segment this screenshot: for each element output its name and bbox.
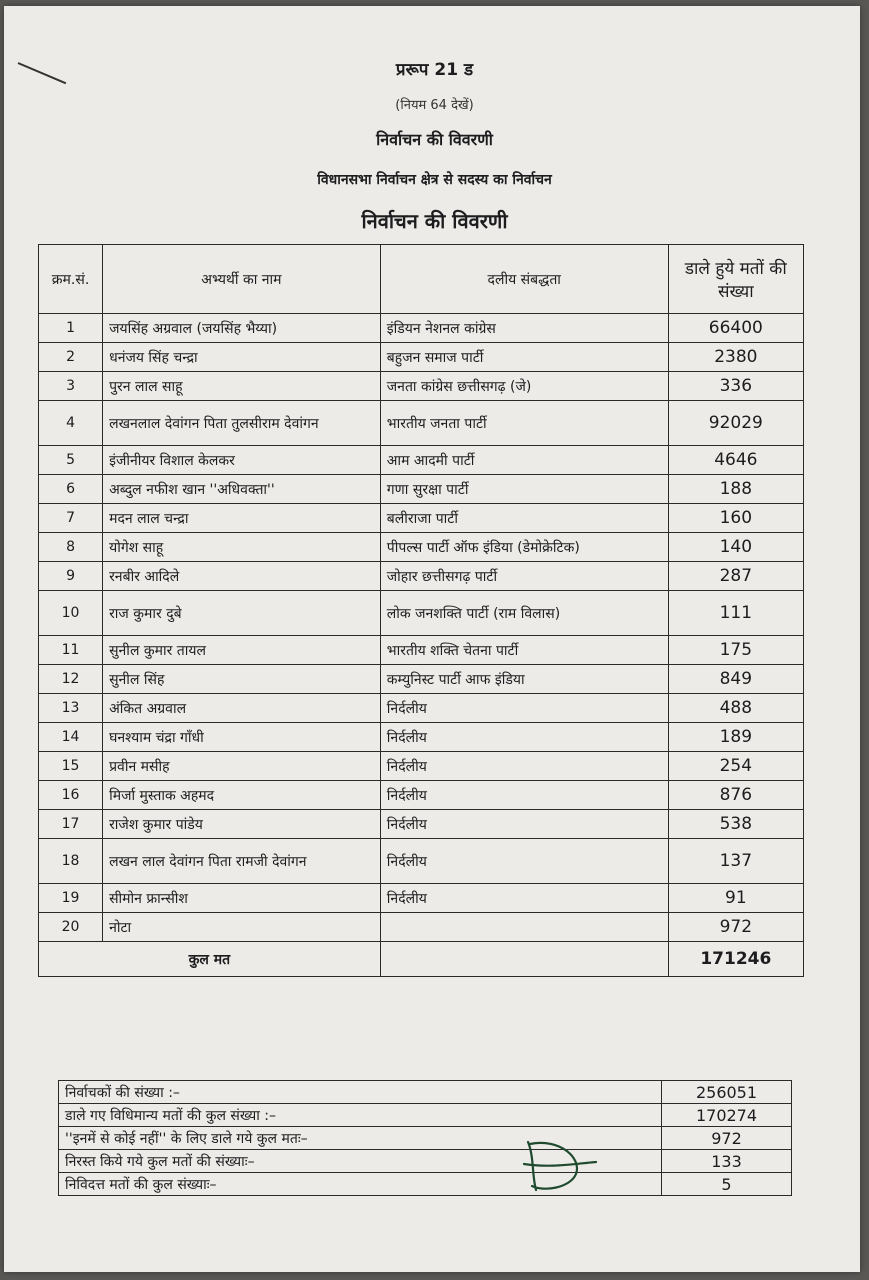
table-row [39,665,804,694]
total-votes: 171246 [668,942,803,977]
summary-table [58,1080,792,1196]
summary-value: 5 [662,1173,792,1196]
summary-value: 972 [662,1127,792,1150]
candidate-name-cell: योगेश साहू [103,533,381,562]
candidate-name-cell: लखनलाल देवांगन पिता तुलसीराम देवांगन [103,401,381,446]
party-cell: बलीराजा पार्टी [380,504,668,533]
candidate-name-cell: मिर्जा मुस्ताक अहमद [103,781,381,810]
candidate-name-cell: सीमोन फ्रान्सीश [103,884,381,913]
summary-value: 133 [662,1150,792,1173]
party-cell [380,913,668,942]
serial-cell: 12 [39,665,103,694]
votes-cell: 849 [668,665,803,694]
table-row [39,636,804,665]
party-cell: निर्दलीय [380,723,668,752]
column-header-party: दलीय संबद्धता [380,245,668,314]
candidate-name-cell: जयसिंह अग्रवाल (जयसिंह भैय्या) [103,314,381,343]
summary-label: डाले गए विधिमान्य मतों की कुल संख्या :– [59,1104,662,1127]
candidate-name-cell: मदन लाल चन्द्रा [103,504,381,533]
votes-cell: 287 [668,562,803,591]
party-cell: गणा सुरक्षा पार्टी [380,475,668,504]
summary-label: निविदत्त मतों की कुल संख्याः– [59,1173,662,1196]
votes-cell: 137 [668,839,803,884]
results-table [38,244,804,977]
candidate-name-cell: इंजीनीयर विशाल केलकर [103,446,381,475]
party-cell: आम आदमी पार्टी [380,446,668,475]
candidate-name-cell: अब्दुल नफीश खान ''अधिवक्ता'' [103,475,381,504]
total-row [39,942,804,977]
serial-cell: 3 [39,372,103,401]
serial-cell: 20 [39,913,103,942]
document-subtitle: विधानसभा निर्वाचन क्षेत्र से सदस्य का निर्वाचन [317,172,552,188]
votes-cell: 538 [668,810,803,839]
table-row [39,475,804,504]
candidate-name-cell: सुनील सिंह [103,665,381,694]
votes-cell: 254 [668,752,803,781]
serial-cell: 6 [39,475,103,504]
table-header-row [39,245,804,314]
serial-cell: 11 [39,636,103,665]
table-row [39,562,804,591]
summary-label: ''इनमें से कोई नहीं'' के लिए डाले गये कुल मतः– [59,1127,662,1150]
total-party-cell [380,942,668,977]
serial-cell: 18 [39,839,103,884]
candidate-name-cell: लखन लाल देवांगन पिता रामजी देवांगन [103,839,381,884]
votes-cell: 488 [668,694,803,723]
serial-cell: 14 [39,723,103,752]
serial-cell: 5 [39,446,103,475]
votes-cell: 92029 [668,401,803,446]
party-cell: निर्दलीय [380,884,668,913]
votes-cell: 876 [668,781,803,810]
summary-row [59,1127,792,1150]
table-row [39,504,804,533]
votes-cell: 175 [668,636,803,665]
table-row [39,723,804,752]
serial-cell: 15 [39,752,103,781]
serial-cell: 1 [39,314,103,343]
column-header-candidate: अभ्यर्थी का नाम [103,245,381,314]
table-row [39,884,804,913]
party-cell: निर्दलीय [380,810,668,839]
votes-cell: 91 [668,884,803,913]
party-cell: जनता कांग्रेस छत्तीसगढ़ (जे) [380,372,668,401]
serial-cell: 2 [39,343,103,372]
table-row [39,533,804,562]
table-row [39,752,804,781]
party-cell: निर्दलीय [380,694,668,723]
summary-row [59,1104,792,1127]
summary-value: 170274 [662,1104,792,1127]
party-cell: भारतीय जनता पार्टी [380,401,668,446]
serial-cell: 4 [39,401,103,446]
table-row [39,343,804,372]
total-label: कुल मत [39,942,381,977]
table-row [39,913,804,942]
table-row [39,839,804,884]
votes-cell: 160 [668,504,803,533]
party-cell: कम्युनिस्ट पार्टी आफ इंडिया [380,665,668,694]
summary-label: निरस्त किये गये कुल मतों की संख्याः– [59,1150,662,1173]
summary-label: निर्वाचकों की संख्या :– [59,1081,662,1104]
candidate-name-cell: रनबीर आदिले [103,562,381,591]
table-row [39,372,804,401]
votes-cell: 111 [668,591,803,636]
form-number: प्ररूप 21 ड [395,60,474,80]
votes-cell: 336 [668,372,803,401]
summary-row [59,1150,792,1173]
candidate-name-cell: प्रवीन मसीह [103,752,381,781]
serial-cell: 10 [39,591,103,636]
party-cell: भारतीय शक्ति चेतना पार्टी [380,636,668,665]
serial-cell: 8 [39,533,103,562]
summary-row [59,1173,792,1196]
table-row [39,781,804,810]
serial-cell: 13 [39,694,103,723]
summary-row [59,1081,792,1104]
votes-cell: 140 [668,533,803,562]
party-cell: लोक जनशक्ति पार्टी (राम विलास) [380,591,668,636]
signature-mark [520,1136,600,1196]
column-header-votes: डाले हुये मतों की संख्या [668,245,803,314]
votes-cell: 972 [668,913,803,942]
serial-cell: 7 [39,504,103,533]
candidate-name-cell: सुनील कुमार तायल [103,636,381,665]
candidate-name-cell: राजेश कुमार पांडेय [103,810,381,839]
candidate-name-cell: नोटा [103,913,381,942]
votes-cell: 2380 [668,343,803,372]
serial-cell: 16 [39,781,103,810]
party-cell: जोहार छत्तीसगढ़ पार्टी [380,562,668,591]
party-cell: इंडियन नेशनल कांग्रेस [380,314,668,343]
party-cell: पीपल्स पार्टी ऑफ इंडिया (डेमोक्रेटिक) [380,533,668,562]
rule-reference: (नियम 64 देखें) [395,98,474,113]
column-header-serial: क्रम.सं. [39,245,103,314]
votes-cell: 189 [668,723,803,752]
candidate-name-cell: घनश्याम चंद्रा गाँधी [103,723,381,752]
table-row [39,591,804,636]
table-row [39,314,804,343]
candidate-name-cell: राज कुमार दुबे [103,591,381,636]
party-cell: निर्दलीय [380,839,668,884]
table-row [39,401,804,446]
votes-cell: 188 [668,475,803,504]
table-title: निर्वाचन की विवरणी [361,209,508,233]
serial-cell: 17 [39,810,103,839]
party-cell: निर्दलीय [380,781,668,810]
summary-value: 256051 [662,1081,792,1104]
serial-cell: 19 [39,884,103,913]
table-row [39,446,804,475]
votes-cell: 66400 [668,314,803,343]
candidate-name-cell: पुरन लाल साहू [103,372,381,401]
candidate-name-cell: अंकित अग्रवाल [103,694,381,723]
candidate-name-cell: धनंजय सिंह चन्द्रा [103,343,381,372]
table-row [39,694,804,723]
party-cell: निर्दलीय [380,752,668,781]
table-row [39,810,804,839]
votes-cell: 4646 [668,446,803,475]
serial-cell: 9 [39,562,103,591]
document-title: निर्वाचन की विवरणी [376,130,493,149]
party-cell: बहुजन समाज पार्टी [380,343,668,372]
